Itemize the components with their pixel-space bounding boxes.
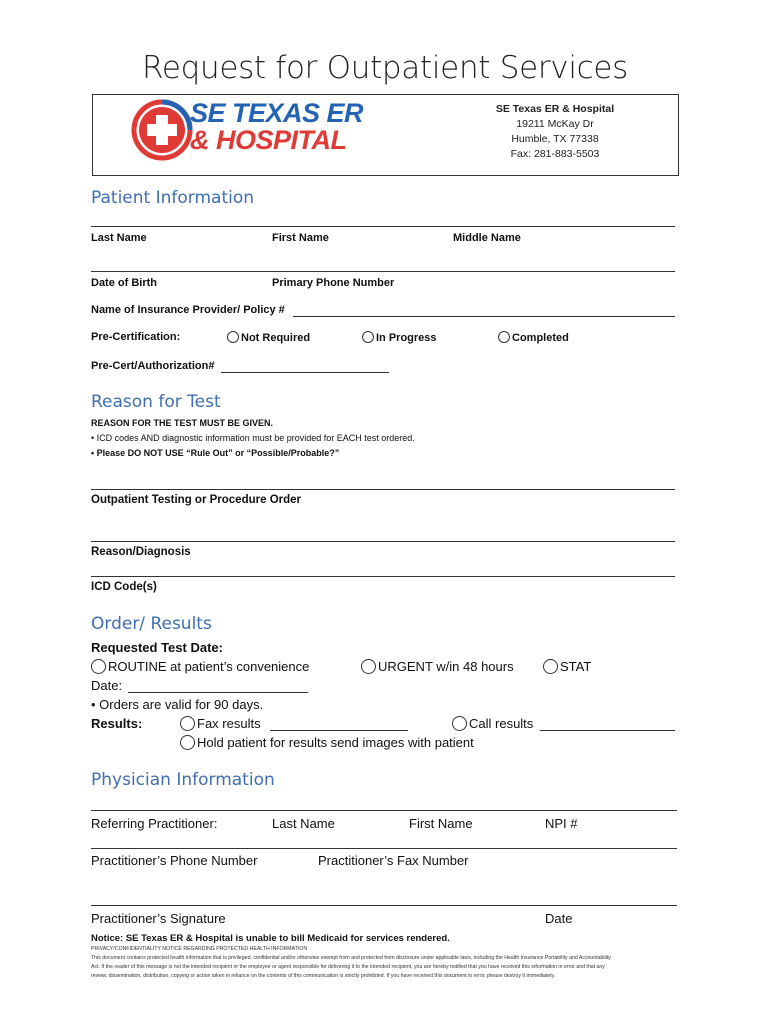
referring-label: Referring Practitioner:	[91, 816, 218, 831]
practitioner-phone-label: Practitioner’s Phone Number	[91, 853, 258, 868]
call-results-field[interactable]	[540, 730, 675, 731]
order-field[interactable]	[91, 489, 675, 490]
page-title: Request for Outpatient Services	[141, 50, 629, 86]
privacy-line3: review, dissemination, distribution, copying or action taken in reliance on the contents of this communication is strictly prohibited. If you have received this document in error, please destroy it immediately.	[91, 973, 556, 979]
privacy-line2: Act. If the reader of this message is not the intended recipient or the employee or agent responsible for delivering it to the intended recipient, you are hereby notified that you have received this information in error and that any	[91, 964, 605, 970]
patient-info-heading: Patient Information	[91, 188, 255, 208]
middle-name-label: Middle Name	[453, 232, 521, 244]
privacy-notice	[91, 945, 681, 981]
signature-label: Practitioner’s Signature	[91, 911, 226, 926]
hospital-cross-icon	[131, 98, 193, 162]
date-label: Date:	[91, 678, 123, 693]
radio-icon[interactable]	[227, 331, 239, 343]
logo-line2: & HOSPITAL	[190, 125, 347, 155]
diagnosis-label: Reason/Diagnosis	[91, 546, 191, 558]
dob-phone-line[interactable]	[91, 271, 675, 272]
insurance-label: Name of Insurance Provider/ Policy #	[91, 304, 285, 316]
fax-results-field[interactable]	[270, 730, 408, 731]
signature-line[interactable]	[91, 905, 677, 906]
dob-label: Date of Birth	[91, 277, 157, 289]
call-results-option[interactable]: Call results	[452, 716, 533, 731]
name-line[interactable]	[91, 226, 675, 227]
precert-in-progress[interactable]: In Progress	[362, 331, 437, 344]
precert-auth-label: Pre-Cert/Authorization#	[91, 360, 215, 372]
physician-name-line[interactable]	[91, 810, 677, 811]
valid-note: • Orders are valid for 90 days.	[91, 697, 264, 712]
reason-bullet1: • ICD codes AND diagnostic information must be provided for EACH test ordered.	[91, 433, 415, 443]
radio-icon[interactable]	[452, 716, 467, 731]
precert-not-required[interactable]: Not Required	[227, 331, 310, 344]
radio-icon[interactable]	[498, 331, 510, 343]
results-label: Results:	[91, 716, 143, 731]
medicaid-notice: Notice: SE Texas ER & Hospital is unable to bill Medicaid for services rendered.	[91, 933, 450, 944]
physician-first-name-label: First Name	[409, 816, 473, 831]
routine-option[interactable]: ROUTINE at patient’s convenience	[91, 659, 309, 674]
radio-icon[interactable]	[180, 716, 195, 731]
urgent-option[interactable]: URGENT w/in 48 hours	[361, 659, 514, 674]
precert-auth-field[interactable]	[221, 372, 389, 373]
signature-date-label: Date	[545, 911, 573, 926]
logo	[190, 100, 363, 154]
icd-field[interactable]	[91, 576, 675, 577]
insurance-field[interactable]	[293, 316, 675, 317]
address-block	[440, 102, 670, 162]
radio-icon[interactable]	[91, 659, 106, 674]
precert-label: Pre-Certification:	[91, 331, 181, 343]
order-heading: Order/ Results	[91, 614, 212, 634]
address-line2: Humble, TX 77338	[511, 133, 599, 145]
fax-number: Fax: 281-883-5503	[510, 148, 600, 160]
physician-heading: Physician Information	[91, 770, 275, 790]
address-line1: 19211 McKay Dr	[516, 118, 594, 130]
reason-heading: Reason for Test	[91, 392, 221, 412]
reason-bullet2: • Please DO NOT USE “Rule Out” or “Possible/Probable?”	[91, 448, 340, 458]
logo-line1: SE TEXAS ER	[190, 98, 364, 128]
requested-date-label: Requested Test Date:	[91, 640, 223, 655]
reason-must-text: REASON FOR THE TEST MUST BE GIVEN.	[91, 418, 274, 428]
radio-icon[interactable]	[180, 735, 195, 750]
npi-label: NPI #	[545, 816, 578, 831]
stat-option[interactable]: STAT	[543, 659, 591, 674]
last-name-label: Last Name	[91, 232, 147, 244]
radio-icon[interactable]	[543, 659, 558, 674]
date-field[interactable]	[128, 692, 308, 693]
precert-completed[interactable]: Completed	[498, 331, 569, 344]
order-label: Outpatient Testing or Procedure Order	[91, 494, 302, 506]
privacy-line1: This document contains protected health information that is privileged, confidential and/or otherwise exempt from and protected from disclosure under applicable laws, including the Health Insurance Portability and Accountability	[91, 955, 611, 961]
phone-label: Primary Phone Number	[272, 277, 395, 289]
diagnosis-field[interactable]	[91, 541, 675, 542]
physician-phone-line[interactable]	[91, 848, 677, 849]
fax-results-option[interactable]: Fax results	[180, 716, 261, 731]
hold-option[interactable]: Hold patient for results send images with patient	[180, 735, 474, 750]
radio-icon[interactable]	[361, 659, 376, 674]
radio-icon[interactable]	[362, 331, 374, 343]
org-name: SE Texas ER & Hospital	[495, 103, 615, 115]
privacy-title: PRIVACY/CONFIDENTIALITY NOTICE REGARDING PROTECTED HEALTH INFORMATION	[91, 946, 308, 952]
icd-label: ICD Code(s)	[91, 581, 157, 593]
physician-last-name-label: Last Name	[272, 816, 335, 831]
first-name-label: First Name	[272, 232, 329, 244]
practitioner-fax-label: Practitioner’s Fax Number	[318, 853, 469, 868]
